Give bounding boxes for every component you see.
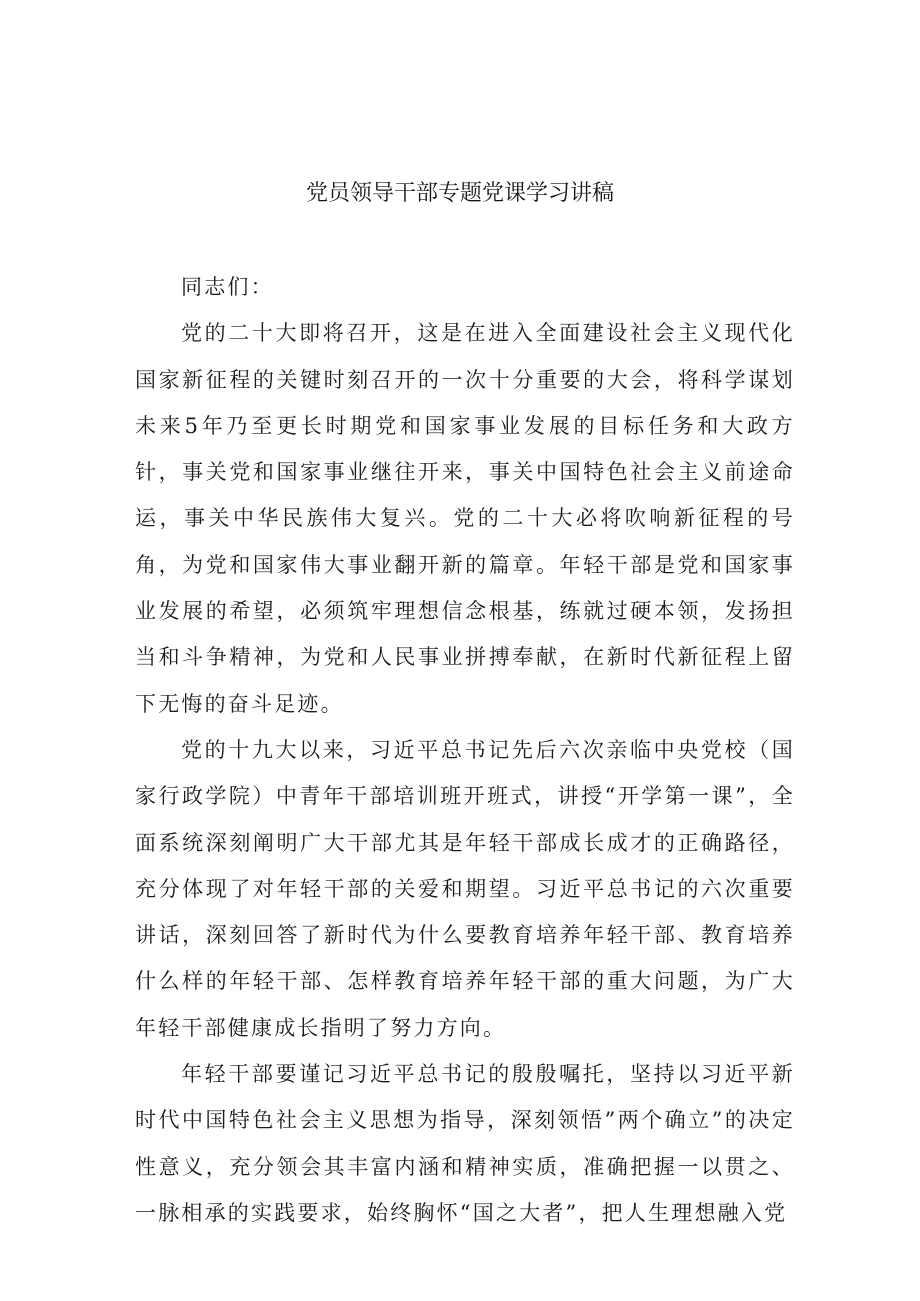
document-title: 党员领导干部专题党课学习讲稿 bbox=[305, 181, 614, 206]
paragraph: 党的二十大即将召开，这是在进入全面建设社会主义现代化国家新征程的关键时刻召开的一次十分重要的大会，将科学谋划未来5年乃至更长时期党和国家事业发展的目标任务和大政方针，事关党和国家事业继往开来，事关中国特色社会主义前途命运，事关中华民族伟大复兴。党的二十大必将吹响新征程的号角，为党和国家伟大事业翻开新的篇章。年轻干部是党和国家事业发展的希望，必须筑牢理想信念根基，练就过硬本领，发扬担当和斗争精神，为党和人民事业拼搏奉献，在新时代新征程上留下无悔的奋斗足迹。 bbox=[135, 321, 795, 716]
paragraph: 年轻干部要谨记习近平总书记的殷殷嘱托，坚持以习近平新时代中国特色社会主义思想为指导，深刻领悟”两个确立”的决定性意义，充分领会其丰富内涵和精神实质，准确把握一以贯之、一脉相承的实践要求，始终胸怀“国之大者”，把人生理想融入党 bbox=[135, 1062, 795, 1225]
paragraph: 党的十九大以来，习近平总书记先后六次亲临中央党校（国家行政学院）中青年干部培训班开班式，讲授“开学第一课”，全面系统深刻阐明广大干部尤其是年轻干部成长成才的正确路径，充分体现了对年轻干部的关爱和期望。习近平总书记的六次重要讲话，深刻回答了新时代为什么要教育培养年轻干部、教育培养什么样的年轻干部、怎样教育培养年轻干部的重大问题，为广大年轻干部健康成长指明了努力方向。 bbox=[135, 737, 795, 1040]
document-body bbox=[135, 264, 795, 1236]
salutation: 同志们： bbox=[181, 275, 274, 299]
